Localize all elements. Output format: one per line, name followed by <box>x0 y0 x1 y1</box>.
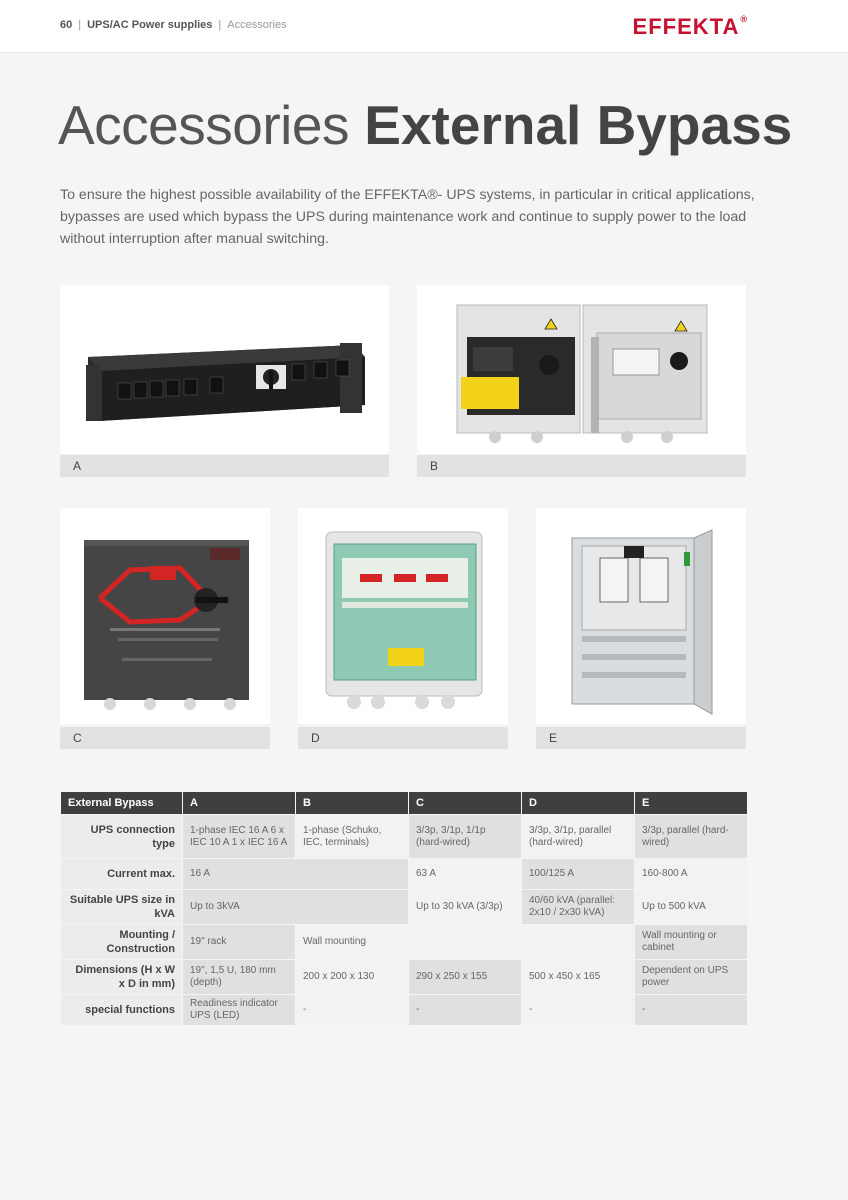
product-image-a <box>60 285 389 454</box>
table-cell: Up to 3kVA <box>183 890 408 924</box>
table-cell: 1-phase (Schuko, IEC, terminals) <box>296 815 408 858</box>
breadcrumb-subsection[interactable]: Accessories <box>227 19 287 31</box>
table-cell: - <box>296 995 408 1025</box>
table-cell: - <box>409 995 521 1025</box>
header-a: A <box>183 792 295 814</box>
table-cell: Wall mounting <box>296 925 634 959</box>
product-image-e <box>536 508 746 724</box>
caption-c: C <box>60 727 270 749</box>
table-cell: Dependent on UPS power <box>635 960 747 994</box>
table-row <box>61 815 747 858</box>
table-cell: Up to 500 kVA <box>635 890 747 924</box>
table-cell: - <box>522 995 634 1025</box>
table-cell: Readiness indicator UPS (LED) <box>183 995 295 1025</box>
product-image-d <box>298 508 508 724</box>
caption-d: D <box>298 727 508 749</box>
table-row <box>61 925 747 959</box>
table-row <box>61 995 747 1025</box>
effekta-logo: EFFEKTA® <box>632 13 748 39</box>
row-label: Dimensions (H x W x D in mm) <box>61 960 182 994</box>
table-cell: 290 x 250 x 155 <box>409 960 521 994</box>
table-cell: 3/3p, parallel (hard-wired) <box>635 815 747 858</box>
table-cell: - <box>635 995 747 1025</box>
table-cell: 3/3p, 3/1p, parallel (hard-wired) <box>522 815 634 858</box>
page-title: Accessories External Bypass <box>58 94 793 156</box>
product-image-b <box>417 285 746 454</box>
table-cell: 16 A <box>183 859 408 889</box>
table-cell: 19", 1,5 U, 180 mm (depth) <box>183 960 295 994</box>
caption-e: E <box>536 727 746 749</box>
table-cell: 160-800 A <box>635 859 747 889</box>
intro-text: To ensure the highest possible availability of the EFFEKTA®- UPS systems, in particular in critical applications, bypasses are used which bypass the UPS during maintenance work and continue to supply power to the load without interruption after manual switching. <box>60 187 755 247</box>
header-c: C <box>409 792 521 814</box>
breadcrumb-section[interactable]: UPS/AC Power supplies <box>87 19 213 31</box>
header-d: D <box>522 792 634 814</box>
row-label: special functions <box>61 995 182 1025</box>
table-cell: 500 x 450 x 165 <box>522 960 634 994</box>
table-row <box>61 890 747 924</box>
row-label: Suitable UPS size in kVA <box>61 890 182 924</box>
header-b: B <box>296 792 408 814</box>
table-row <box>61 859 747 889</box>
table-cell: Up to 30 kVA (3/3p) <box>409 890 521 924</box>
row-label: Mounting / Construction <box>61 925 182 959</box>
table-cell: 1-phase IEC 16 A 6 x IEC 10 A 1 x IEC 16 A <box>183 815 295 858</box>
table-cell: 63 A <box>409 859 521 889</box>
table-header-row <box>61 792 747 814</box>
table-row <box>61 960 747 994</box>
caption-a: A <box>60 455 389 477</box>
table-cell: Wall mounting or cabinet <box>635 925 747 959</box>
row-label: Current max. <box>61 859 182 889</box>
breadcrumb: 60 | UPS/AC Power supplies | Accessories <box>60 19 287 31</box>
table-cell: 19" rack <box>183 925 295 959</box>
header-external-bypass: External Bypass <box>61 792 182 814</box>
spec-table <box>60 791 748 1026</box>
top-bar <box>0 0 848 53</box>
page-number: 60 <box>60 19 73 31</box>
product-image-c <box>60 508 270 724</box>
header-e: E <box>635 792 747 814</box>
table-cell: 40/60 kVA (parallel: 2x10 / 2x30 kVA) <box>522 890 634 924</box>
table-cell: 100/125 A <box>522 859 634 889</box>
table-cell: 200 x 200 x 130 <box>296 960 408 994</box>
row-label: UPS connection type <box>61 815 182 858</box>
table-cell: 3/3p, 3/1p, 1/1p (hard-wired) <box>409 815 521 858</box>
caption-b: B <box>417 455 746 477</box>
